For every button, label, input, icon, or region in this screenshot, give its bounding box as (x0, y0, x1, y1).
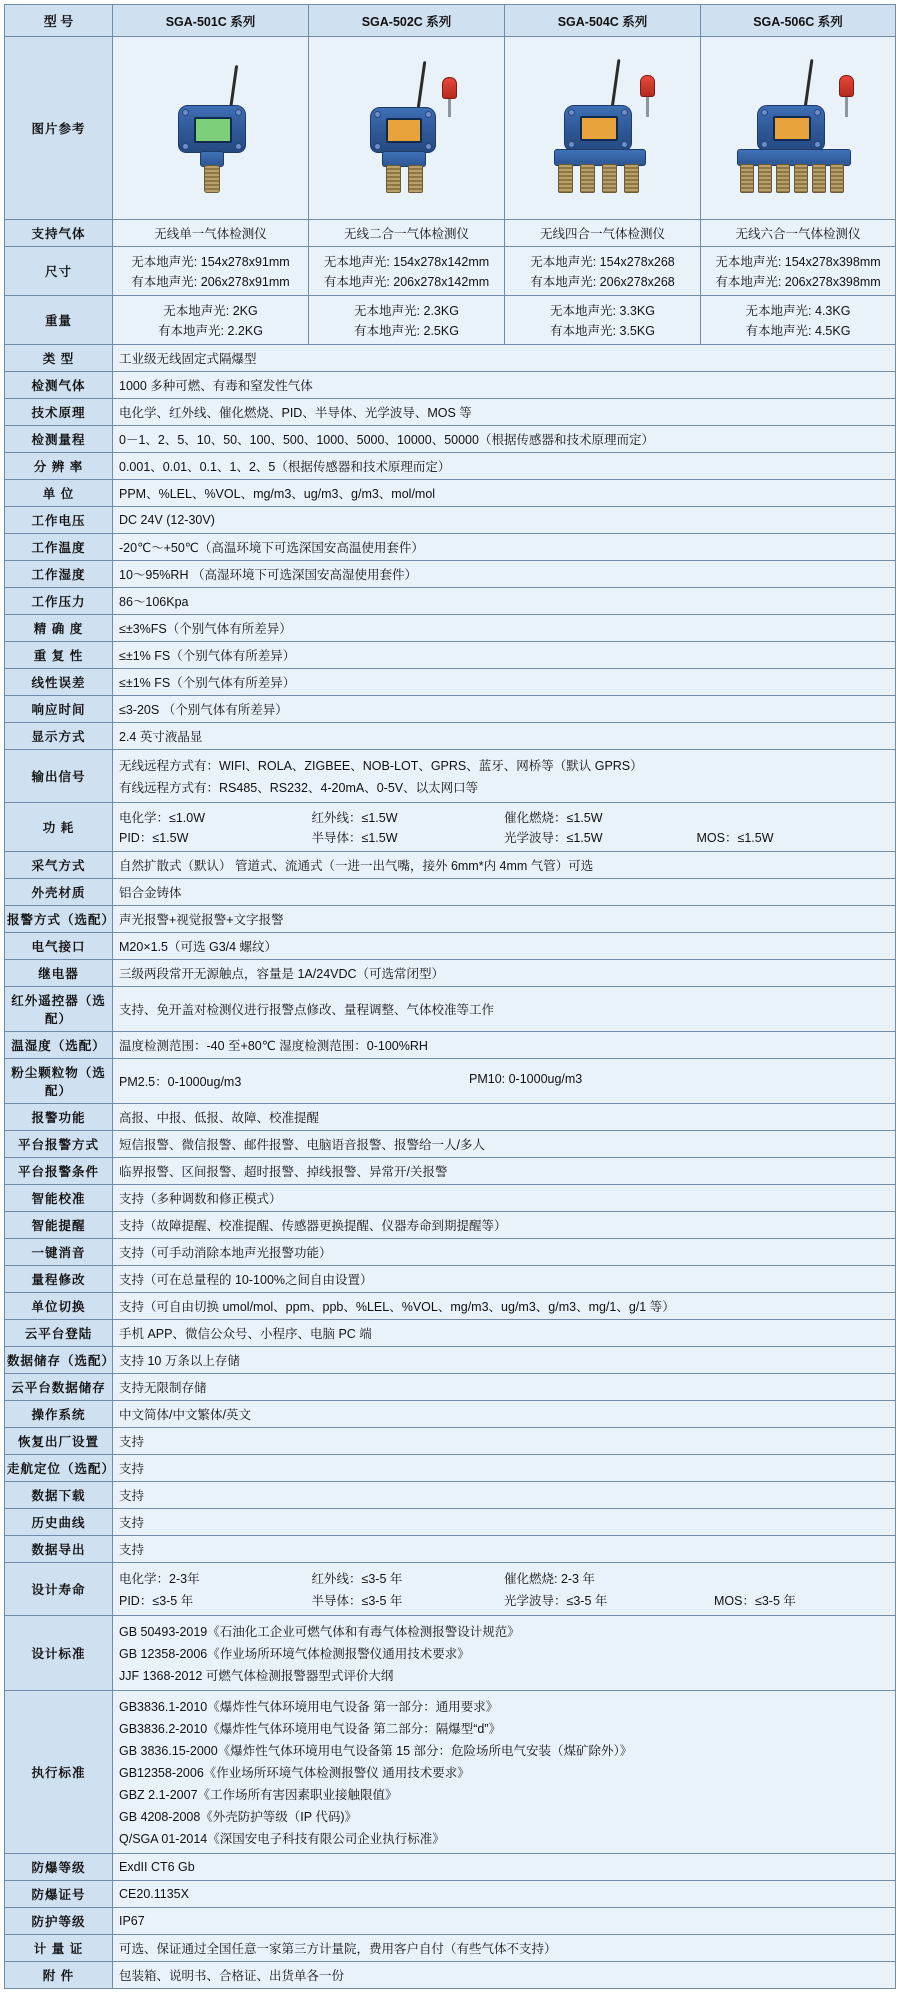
row-value-data-export: 支持 (113, 1536, 896, 1563)
row-label-cloud-login: 云平台登陆 (5, 1320, 113, 1347)
row-label-electrical-interface: 电气接口 (5, 933, 113, 960)
row-value-ex-rating: ExdII CT6 Gb (113, 1854, 896, 1881)
row-value-humidity: 10～95%RH （高湿环境下可选深国安高湿使用套件） (113, 561, 896, 588)
row-label-resolution: 分 辨 率 (5, 453, 113, 480)
row-value-mute: 支持（可手动消除本地声光报警功能） (113, 1239, 896, 1266)
row-label-voltage: 工作电压 (5, 507, 113, 534)
row-label-relay: 继电器 (5, 960, 113, 987)
table-row-data-storage (5, 1347, 896, 1374)
row-label-mute: 一键消音 (5, 1239, 113, 1266)
life-catalytic: 催化燃烧: 2-3 年 (504, 1572, 595, 1586)
design-standard-line-3: JJF 1368-2012 可燃气体检测报警器型式评价大纲 (119, 1669, 394, 1683)
table-row-range-modify (5, 1266, 896, 1293)
dimensions-4 (701, 247, 896, 296)
row-label-dimensions: 尺寸 (5, 247, 113, 296)
weight-2-light: 有本地声光: 2.5KG (354, 324, 459, 338)
exec-standard-line-4: GB12358-2006《作业场所环境气体检测报警仪 通用技术要求》 (119, 1766, 470, 1780)
row-label-alarm-mode: 报警方式（选配） (5, 906, 113, 933)
model-header-1: SGA-501C 系列 (113, 5, 309, 37)
life-infrared: 红外线：≤3-5 年 (311, 1572, 403, 1586)
table-row-output-signal (5, 750, 896, 803)
row-label-output-signal: 输出信号 (5, 750, 113, 803)
row-value-detect-gas: 1000 多种可燃、有毒和窒发性气体 (113, 372, 896, 399)
row-value-pressure: 86～106Kpa (113, 588, 896, 615)
row-value-resolution: 0.001、0.01、0.1、1、2、5（根据传感器和技术原理而定） (113, 453, 896, 480)
weight-4-light: 有本地声光: 4.5KG (745, 324, 851, 338)
table-row-accuracy (5, 615, 896, 642)
row-value-output-signal (113, 750, 896, 803)
life-pid: PID：≤3-5 年 (119, 1594, 194, 1608)
row-label-range: 检测量程 (5, 426, 113, 453)
weight-2-nolight: 无本地声光: 2.3KG (354, 304, 459, 318)
table-row-exec-standard (5, 1691, 896, 1854)
dimensions-1-nolight: 无本地声光: 154x278x91mm (131, 255, 290, 269)
power-mos: MOS：≤1.5W (696, 831, 774, 845)
power-blank (697, 807, 890, 827)
weight-1 (113, 296, 309, 345)
output-signal-wireless: 无线远程方式有：WIFI、ROLA、ZIGBEE、NOB-LOT、GPRS、蓝牙、网桥等（默认 GPRS） (119, 759, 643, 773)
row-value-data-download: 支持 (113, 1482, 896, 1509)
dimensions-2-nolight: 无本地声光: 154x278x142mm (323, 255, 490, 269)
table-row-temperature (5, 534, 896, 561)
row-value-design-life (113, 1563, 896, 1616)
dust-pm25: PM2.5：0-1000ug/m3 (119, 1075, 242, 1089)
exec-standard-line-6: GB 4208-2008《外壳防护等级（IP 代码)》 (119, 1810, 358, 1824)
device-illustration-hex (723, 47, 873, 207)
row-value-dust (113, 1059, 896, 1104)
row-label-data-storage: 数据储存（选配） (5, 1347, 113, 1374)
row-value-type: 工业级无线固定式隔爆型 (113, 345, 896, 372)
exec-standard-line-5: GBZ 2.1-2007《工作场所有害因素职业接触限值》 (119, 1788, 398, 1802)
power-electrochemical: 电化学：≤1.0W (119, 811, 206, 825)
row-value-repeatability: ≤±1% FS（个别气体有所差异） (113, 642, 896, 669)
dust-pm10: PM10: 0-1000ug/m3 (469, 1072, 583, 1086)
life-semiconductor: 半导体：≤3-5 年 (311, 1594, 403, 1608)
dimensions-2 (309, 247, 505, 296)
exec-standard-line-1: GB3836.1-2010《爆炸性气体环境用电气设备 第一部分：通用要求》 (119, 1700, 499, 1714)
row-value-factory-reset: 支持 (113, 1428, 896, 1455)
row-value-platform-alarm-mode: 短信报警、微信报警、邮件报警、电脑语音报警、报警给一人/多人 (113, 1131, 896, 1158)
weight-3-nolight: 无本地声光: 3.3KG (550, 304, 655, 318)
table-row-linearity (5, 669, 896, 696)
row-value-smart-calibration: 支持（多种调数和修正模式） (113, 1185, 896, 1212)
dimensions-2-light: 有本地声光: 206x278x142mm (323, 275, 490, 289)
product-image-3 (505, 37, 701, 220)
table-row-mute (5, 1239, 896, 1266)
design-life-row-1 (119, 1567, 889, 1589)
model-label: 型 号 (5, 5, 113, 37)
row-label-accuracy: 精 确 度 (5, 615, 113, 642)
row-label-ex-rating: 防爆等级 (5, 1854, 113, 1881)
power-optical: 光学波导：≤1.5W (504, 831, 603, 845)
row-value-voltage: DC 24V (12-30V) (113, 507, 896, 534)
image-row-label: 图片参考 (5, 37, 113, 220)
exec-standard-line-3: GB 3836.15-2000《爆炸性气体环境用电气设备第 15 部分：危险场所电气安装（煤矿除外）》 (119, 1744, 633, 1758)
dimensions-3 (505, 247, 701, 296)
power-semiconductor: 半导体：≤1.5W (311, 831, 398, 845)
table-row-relay (5, 960, 896, 987)
dimensions-1 (113, 247, 309, 296)
row-value-electrical-interface: M20×1.5（可选 G3/4 螺纹） (113, 933, 896, 960)
row-label-mobile-positioning: 走航定位（选配） (5, 1455, 113, 1482)
table-row-mobile-positioning (5, 1455, 896, 1482)
row-label-repeatability: 重 复 性 (5, 642, 113, 669)
row-label-ex-cert-no: 防爆证号 (5, 1881, 113, 1908)
row-value-exec-standard (113, 1691, 896, 1854)
table-row-metering-cert (5, 1935, 896, 1962)
row-label-ir-remote: 红外遥控器（选配） (5, 987, 113, 1032)
row-value-housing: 铝合金铸体 (113, 879, 896, 906)
row-value-power (113, 803, 896, 852)
table-row-accessories (5, 1962, 896, 1989)
row-label-dust: 粉尘颗粒物（选配） (5, 1059, 113, 1104)
row-label-cloud-storage: 云平台数据储存 (5, 1374, 113, 1401)
table-row-type (5, 345, 896, 372)
weight-4-nolight: 无本地声光: 4.3KG (745, 304, 851, 318)
row-label-detect-gas: 检测气体 (5, 372, 113, 399)
row-value-ir-remote: 支持、免开盖对检测仪进行报警点修改、量程调整、气体校准等工作 (113, 987, 896, 1032)
row-value-unit-switch: 支持（可自由切换 umol/mol、ppm、ppb、%LEL、%VOL、mg/m3、ug/m3、g/m3、mg/1、g/1 等） (113, 1293, 896, 1320)
table-row-pressure (5, 588, 896, 615)
table-row-cloud-storage (5, 1374, 896, 1401)
power-row-2 (119, 827, 889, 847)
table-row-platform-alarm-condition (5, 1158, 896, 1185)
power-infrared: 红外线：≤1.5W (311, 811, 398, 825)
image-reference-row (5, 37, 896, 220)
row-label-supported-gas: 支持气体 (5, 220, 113, 247)
table-header-row (5, 5, 896, 37)
row-value-linearity: ≤±1% FS（个别气体有所差异） (113, 669, 896, 696)
model-header-4: SGA-506C 系列 (701, 5, 896, 37)
row-value-sampling: 自然扩散式（默认） 管道式、流通式（一进一出气嘴，接外 6mm*内 4mm 气管）可选 (113, 852, 896, 879)
life-mos: MOS：≤3-5 年 (714, 1594, 796, 1608)
table-row-platform-alarm-mode (5, 1131, 896, 1158)
table-row-ex-cert-no (5, 1881, 896, 1908)
power-catalytic: 催化燃烧：≤1.5W (504, 811, 603, 825)
table-row-detect-gas (5, 372, 896, 399)
power-row-1 (119, 807, 889, 827)
table-row-response-time (5, 696, 896, 723)
row-value-ex-cert-no: CE20.1135X (113, 1881, 896, 1908)
model-header-3: SGA-504C 系列 (505, 5, 701, 37)
weight-1-light: 有本地声光: 2.2KG (158, 324, 263, 338)
exec-standard-line-7: Q/SGA 01-2014《深国安电子科技有限公司企业执行标准》 (119, 1832, 445, 1846)
row-value-cloud-login: 手机 APP、微信公众号、小程序、电脑 PC 端 (113, 1320, 896, 1347)
dimensions-3-nolight: 无本地声光: 154x278x268 (530, 255, 675, 269)
table-row-resolution (5, 453, 896, 480)
row-label-pressure: 工作压力 (5, 588, 113, 615)
row-value-history-curve: 支持 (113, 1509, 896, 1536)
design-life-row-2 (119, 1589, 889, 1611)
table-row-design-life (5, 1563, 896, 1616)
dimensions-3-light: 有本地声光: 206x278x268 (530, 275, 675, 289)
row-label-type: 类 型 (5, 345, 113, 372)
device-illustration-dual (332, 47, 482, 207)
table-row-unit (5, 480, 896, 507)
life-electrochemical: 电化学：2-3年 (119, 1572, 200, 1586)
supported-gas-3: 无线四合一气体检测仪 (505, 220, 701, 247)
model-header-2: SGA-502C 系列 (309, 5, 505, 37)
weight-1-nolight: 无本地声光: 2KG (163, 304, 258, 318)
device-illustration-single (136, 47, 286, 207)
table-row-repeatability (5, 642, 896, 669)
weight-2 (309, 296, 505, 345)
row-label-smart-reminder: 智能提醒 (5, 1212, 113, 1239)
row-value-platform-alarm-condition: 临界报警、区间报警、超时报警、掉线报警、异常开/关报警 (113, 1158, 896, 1185)
row-value-accuracy: ≤±3%FS（个别气体有所差异） (113, 615, 896, 642)
table-row-principle (5, 399, 896, 426)
table-row-ex-rating (5, 1854, 896, 1881)
table-row-design-standard (5, 1616, 896, 1691)
row-value-range: 0－1、2、5、10、50、100、500、1000、5000、10000、50000（根据传感器和技术原理而定） (113, 426, 896, 453)
table-row-humidity (5, 561, 896, 588)
row-label-alarm-function: 报警功能 (5, 1104, 113, 1131)
dimensions-4-light: 有本地声光: 206x278x398mm (715, 275, 881, 289)
row-value-relay: 三级两段常开无源触点，容量是 1A/24VDC（可选常闭型） (113, 960, 896, 987)
table-row-data-export (5, 1536, 896, 1563)
output-signal-wired: 有线远程方式有：RS485、RS232、4-20mA、0-5V、以太网口等 (119, 781, 479, 795)
table-row-alarm-function (5, 1104, 896, 1131)
row-value-unit: PPM、%LEL、%VOL、mg/m3、ug/m3、g/m3、mol/mol (113, 480, 896, 507)
row-label-factory-reset: 恢复出厂设置 (5, 1428, 113, 1455)
exec-standard-line-2: GB3836.2-2010《爆炸性气体环境用电气设备 第二部分：隔爆型“d”》 (119, 1722, 502, 1736)
row-label-linearity: 线性误差 (5, 669, 113, 696)
row-value-alarm-mode: 声光报警+视觉报警+文字报警 (113, 906, 896, 933)
supported-gas-1: 无线单一气体检测仪 (113, 220, 309, 247)
row-label-data-download: 数据下载 (5, 1482, 113, 1509)
dimensions-1-light: 有本地声光: 206x278x91mm (131, 275, 290, 289)
row-label-data-export: 数据导出 (5, 1536, 113, 1563)
row-label-range-modify: 量程修改 (5, 1266, 113, 1293)
life-optical: 光学波导：≤3-5 年 (504, 1594, 608, 1608)
row-value-design-standard (113, 1616, 896, 1691)
row-value-os: 中文简体/中文繁体/英文 (113, 1401, 896, 1428)
row-label-power: 功 耗 (5, 803, 113, 852)
row-label-ip-rating: 防护等级 (5, 1908, 113, 1935)
table-row-range (5, 426, 896, 453)
table-row-alarm-mode (5, 906, 896, 933)
row-label-accessories: 附 件 (5, 1962, 113, 1989)
specification-table (4, 4, 896, 1989)
weight-3-light: 有本地声光: 3.5KG (550, 324, 655, 338)
row-label-history-curve: 历史曲线 (5, 1509, 113, 1536)
row-label-smart-calibration: 智能校准 (5, 1185, 113, 1212)
row-label-response-time: 响应时间 (5, 696, 113, 723)
table-row-supported-gas (5, 220, 896, 247)
row-value-principle: 电化学、红外线、催化燃烧、PID、半导体、光学波导、MOS 等 (113, 399, 896, 426)
row-label-exec-standard: 执行标准 (5, 1691, 113, 1854)
row-value-ip-rating: IP67 (113, 1908, 896, 1935)
row-label-sampling: 采气方式 (5, 852, 113, 879)
table-row-dust (5, 1059, 896, 1104)
row-label-platform-alarm-condition: 平台报警条件 (5, 1158, 113, 1185)
row-value-temp-humidity-option: 温度检测范围：-40 至+80℃ 湿度检测范围：0-100%RH (113, 1032, 896, 1059)
row-value-display: 2.4 英寸液晶显 (113, 723, 896, 750)
row-value-alarm-function: 高报、中报、低报、故障、校准提醒 (113, 1104, 896, 1131)
table-row-housing (5, 879, 896, 906)
weight-3 (505, 296, 701, 345)
supported-gas-2: 无线二合一气体检测仪 (309, 220, 505, 247)
row-label-weight: 重量 (5, 296, 113, 345)
table-row-history-curve (5, 1509, 896, 1536)
row-value-range-modify: 支持（可在总量程的 10-100%之间自由设置） (113, 1266, 896, 1293)
product-image-4 (701, 37, 896, 220)
table-row-dimensions (5, 247, 896, 296)
row-label-metering-cert: 计 量 证 (5, 1935, 113, 1962)
row-value-metering-cert: 可选、保证通过全国任意一家第三方计量院，费用客户自付（有些气体不支持） (113, 1935, 896, 1962)
table-row-electrical-interface (5, 933, 896, 960)
row-label-principle: 技术原理 (5, 399, 113, 426)
row-label-temperature: 工作温度 (5, 534, 113, 561)
power-pid: PID：≤1.5W (119, 831, 189, 845)
row-label-design-standard: 设计标准 (5, 1616, 113, 1691)
table-row-os (5, 1401, 896, 1428)
row-label-unit-switch: 单位切换 (5, 1293, 113, 1320)
table-row-ip-rating (5, 1908, 896, 1935)
table-row-cloud-login (5, 1320, 896, 1347)
row-value-temperature: -20℃～+50℃（高温环境下可选深国安高温使用套件） (113, 534, 896, 561)
row-value-smart-reminder: 支持（故障提醒、校准提醒、传感器更换提醒、仪器寿命到期提醒等） (113, 1212, 896, 1239)
design-standard-line-1: GB 50493-2019《石油化工企业可燃气体和有毒气体检测报警设计规范》 (119, 1625, 520, 1639)
row-label-display: 显示方式 (5, 723, 113, 750)
weight-4 (701, 296, 896, 345)
table-row-voltage (5, 507, 896, 534)
product-image-2 (309, 37, 505, 220)
table-row-weight (5, 296, 896, 345)
table-row-temp-humidity-option (5, 1032, 896, 1059)
row-label-unit: 单 位 (5, 480, 113, 507)
row-value-accessories: 包装箱、说明书、合格证、出货单各一份 (113, 1962, 896, 1989)
row-label-housing: 外壳材质 (5, 879, 113, 906)
table-row-unit-switch (5, 1293, 896, 1320)
table-row-smart-calibration (5, 1185, 896, 1212)
table-row-sampling (5, 852, 896, 879)
table-row-power (5, 803, 896, 852)
row-value-data-storage: 支持 10 万条以上存储 (113, 1347, 896, 1374)
row-label-design-life: 设计寿命 (5, 1563, 113, 1616)
table-row-data-download (5, 1482, 896, 1509)
row-value-response-time: ≤3-20S （个别气体有所差异） (113, 696, 896, 723)
row-label-humidity: 工作湿度 (5, 561, 113, 588)
row-value-mobile-positioning: 支持 (113, 1455, 896, 1482)
table-row-display (5, 723, 896, 750)
design-standard-line-2: GB 12358-2006《作业场所环境气体检测报警仪通用技术要求》 (119, 1647, 470, 1661)
row-label-temp-humidity-option: 温湿度（选配） (5, 1032, 113, 1059)
dust-values (119, 1072, 889, 1090)
table-row-smart-reminder (5, 1212, 896, 1239)
row-value-cloud-storage: 支持无限制存储 (113, 1374, 896, 1401)
life-blank (714, 1567, 889, 1589)
table-row-ir-remote (5, 987, 896, 1032)
row-label-platform-alarm-mode: 平台报警方式 (5, 1131, 113, 1158)
supported-gas-4: 无线六合一气体检测仪 (701, 220, 896, 247)
dimensions-4-nolight: 无本地声光: 154x278x398mm (715, 255, 881, 269)
device-illustration-quad (528, 47, 678, 207)
row-label-os: 操作系统 (5, 1401, 113, 1428)
product-image-1 (113, 37, 309, 220)
table-row-factory-reset (5, 1428, 896, 1455)
